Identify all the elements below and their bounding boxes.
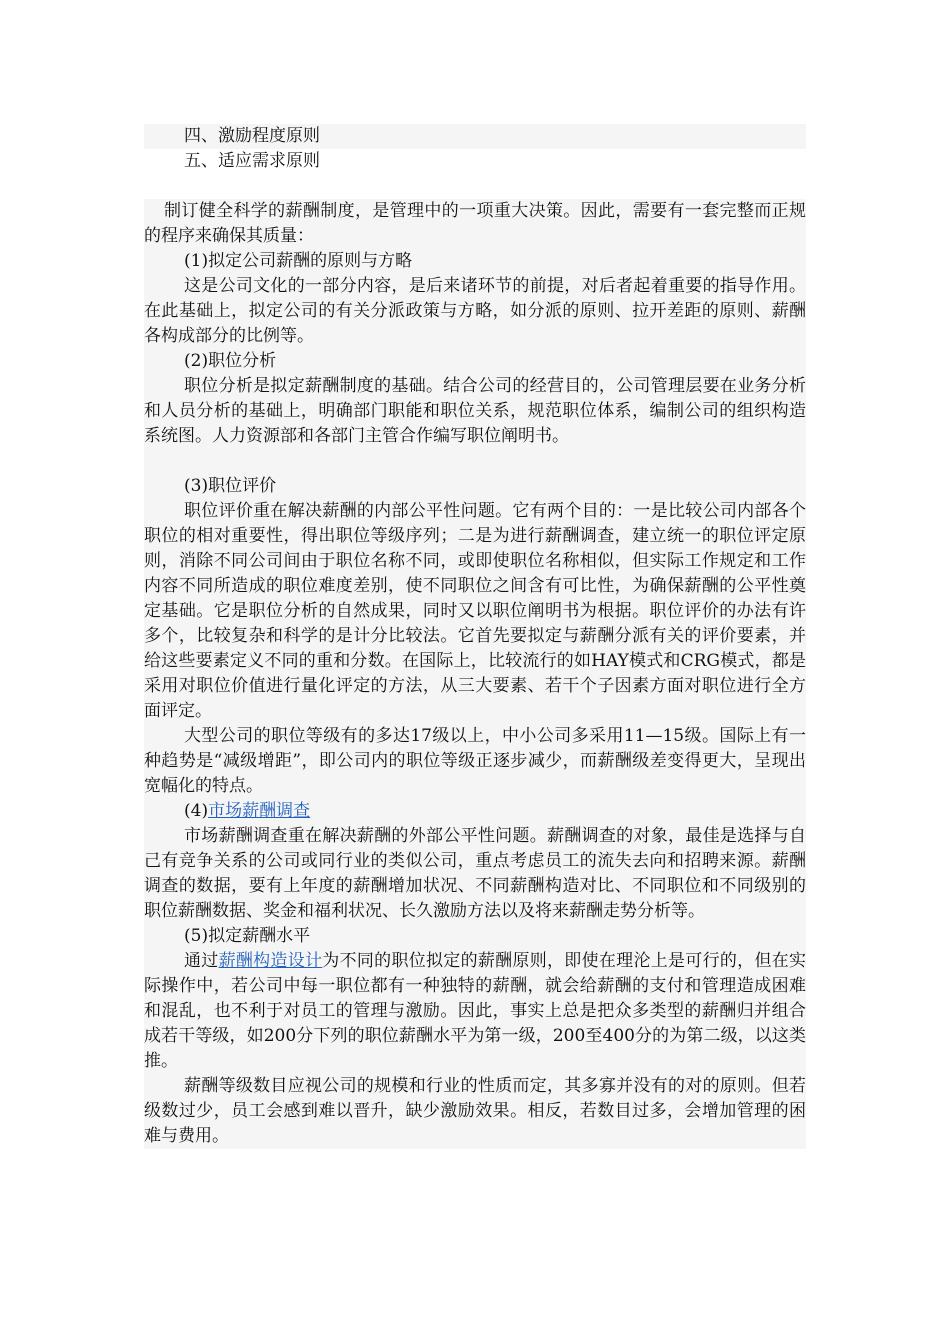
step-1-paragraph: 这是公司文化的一部分内容，是后来诸环节的前提，对后者起着重要的指导作用。在此基础上，拟定公司的有关分派政策与方略，如分派的原则、拉开差距的原则、薪酬各构成部分的比例等。 [144,276,806,346]
step-1-title: (1)拟定公司薪酬的原则与方略 [184,251,413,271]
step-5-text-rest: 为不同的职位拟定的薪酬原则，即使在理沦上是可行的，但在实际操作中，若公司中每一职位都有一种独特的薪酬，就会给薪酬的支付和管理造成困难和混乱，也不利于对员工的管理与激励。因此，事实上总是把众多类型的薪酬归并组合成若干等级，如200分下列的职位薪酬水平为第一级，200至400分的为第二级，以这类推。 [144,951,807,1071]
blank-line [144,449,806,474]
step-5-title: (5)拟定薪酬水平 [184,926,311,946]
step-4-title [144,799,806,824]
step-4-paragraph: 市场薪酬调查重在解决薪酬的外部公平性问题。薪酬调查的对象，最佳是选择与自己有竞争关系的公司或同行业的类似公司，重点考虑员工的流失去向和招聘来源。薪酬调查的数据，要有上年度的薪酬增加状况、不同薪酬构造对比、不同职位和不同级别的职位薪酬数据、奖金和福利状况、长久激励方法以及将来薪酬走势分析等。 [144,826,806,921]
step-5-paragraph-2: 薪酬等级数目应视公司的规模和行业的性质而定，其多寡并没有的对的原则。但若级数过少，员工会感到难以晋升，缺少激励效果。相反，若数目过多，会增加管理的困难与费用。 [144,1076,806,1146]
step-3-paragraph-2: 大型公司的职位等级有的多达17级以上，中小公司多采用11—15级。国际上有一种趋势是“减级增距”，即公司内的职位等级正逐步减少，而薪酬级差变得更大，呈现出宽幅化的特点。 [144,726,806,796]
step-2-paragraph: 职位分析是拟定薪酬制度的基础。结合公司的经营目的，公司管理层要在业务分析和人员分析的基础上，明确部门职能和职位关系，规范职位体系，编制公司的组织构造系统图。人力资源部和各部门主管合作编写职位阐明书。 [144,376,806,446]
document-body [144,124,806,1149]
salary-structure-design-link[interactable]: 薪酬构造设计 [218,951,323,971]
step-3-title: (3)职位评价 [184,476,277,496]
heading-principle-4: 四、激励程度原则 [144,124,806,149]
step-5-paragraph [144,949,806,1074]
heading-principle-5: 五、适应需求原则 [184,151,320,171]
market-salary-survey-link[interactable]: 市场薪酬调查 [208,801,311,821]
step-2-title: (2)职位分析 [184,351,277,371]
intro-paragraph: 制订健全科学的薪酬制度，是管理中的一项重大决策。因此，需要有一套完整而正规的程序来确保其质量： [144,201,806,246]
blank-line [144,174,806,199]
step-3-paragraph: 职位评价重在解决薪酬的内部公平性问题。它有两个目的：一是比较公司内部各个职位的相对重要性，得出职位等级序列；二是为进行薪酬调查，建立统一的职位评定原则，消除不同公司间由于职位名称不同，或即使职位名称相似，但实际工作规定和工作内容不同所造成的职位难度差别，使不同职位之间含有可比性，为确保薪酬的公平性奠定基础。它是职位分析的自然成果，同时又以职位阐明书为根据。职位评价的办法有许多个，比较复杂和科学的是计分比较法。它首先要拟定与薪酬分派有关的评价要素，并给这些要素定义不同的重和分数。在国际上，比较流行的如HAY模式和CRG模式，都是采用对职位价值进行量化评定的方法，从三大要素、若干个子因素方面对职位进行全方面评定。 [144,501,806,721]
step-5-text-prefix: 通过 [184,951,219,971]
step-4-number: (4) [184,801,209,821]
procedure-section [144,199,806,1149]
